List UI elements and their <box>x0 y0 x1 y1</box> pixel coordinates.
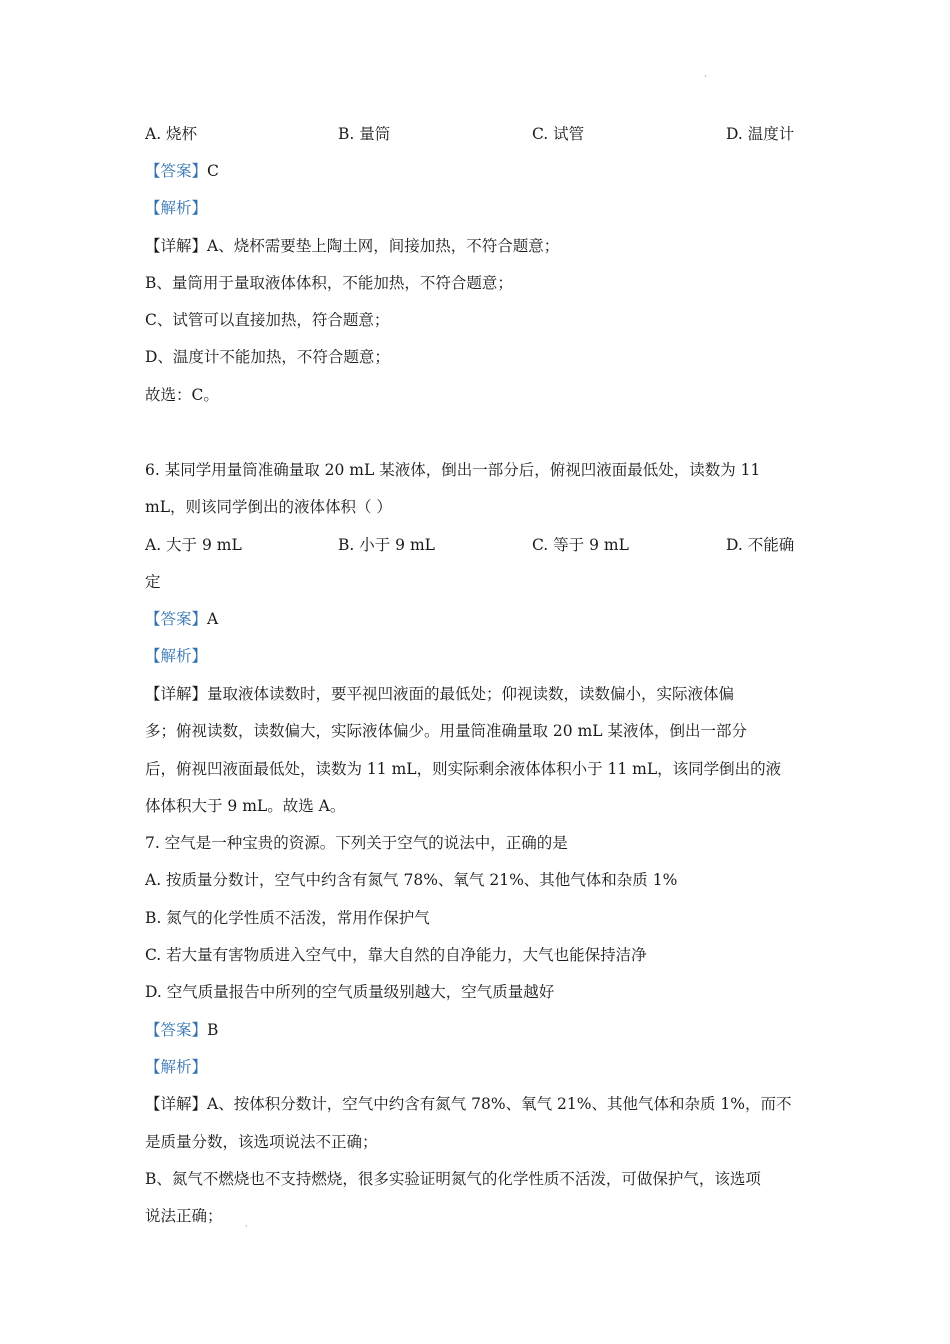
q6-detail-line-1 <box>145 684 734 704</box>
q7-stem: 7. 空气是一种宝贵的资源。下列关于空气的说法中，正确的是 <box>145 834 568 852</box>
q6-detail-line-3: 后，俯视凹液面最低处，读数为 11 mL，则实际剩余液体体积小于 11 mL，该同学倒出的液 <box>145 760 782 778</box>
detail-text: A、按体积分数计，空气中约含有氮气 78%、氧气 21%、其他气体和杂质 1%，而不 <box>207 1095 792 1113</box>
q7-option-a: A. 按质量分数计，空气中约含有氮气 78%、氧气 21%、其他气体和杂质 1% <box>145 871 678 889</box>
q5-option-a: A. 烧杯 <box>145 125 198 143</box>
q5-detail-line-3: C、试管可以直接加热，符合题意； <box>145 311 390 329</box>
answer-value: A <box>207 610 219 628</box>
q6-detail-line-4: 体体积大于 9 mL。故选 A。 <box>145 797 346 815</box>
detail-tag: 【详解】 <box>145 1095 208 1113</box>
q5-detail-line-2: B、量筒用于量取液体体积，不能加热，不符合题意； <box>145 274 513 292</box>
page-mark-bottom: · <box>245 1222 248 1231</box>
detail-tag: 【详解】 <box>145 685 208 703</box>
detail-tag: 【详解】 <box>145 237 208 255</box>
answer-tag: 【答案】 <box>145 1021 208 1039</box>
q5-option-c: C. 试管 <box>532 125 585 143</box>
q6-analysis-tag: 【解析】 <box>145 647 208 665</box>
q7-option-c: C. 若大量有害物质进入空气中，靠大自然的自净能力，大气也能保持洁净 <box>145 946 647 964</box>
answer-value: C <box>207 162 219 180</box>
q6-stem-line-1: 6. 某同学用量筒准确量取 20 mL 某液体，倒出一部分后，俯视凹液面最低处，读数为 11 <box>145 461 761 479</box>
q7-option-d: D. 空气质量报告中所列的空气质量级别越大，空气质量越好 <box>145 983 555 1001</box>
q7-analysis-tag: 【解析】 <box>145 1058 208 1076</box>
q5-option-b: B. 量筒 <box>338 125 391 143</box>
q5-detail-line-4: D、温度计不能加热，不符合题意； <box>145 348 390 366</box>
page-mark-top: · <box>704 72 707 81</box>
q7-detail-line-3: B、氮气不燃烧也不支持燃烧，很多实验证明氮气的化学性质不活泼，可做保护气，该选项 <box>145 1170 761 1188</box>
detail-text: 量取液体读数时，要平视凹液面的最低处；仰视读数，读数偏小，实际液体偏 <box>207 685 735 703</box>
q6-answer <box>145 609 218 629</box>
q6-detail-line-2: 多；俯视读数，读数偏大，实际液体偏少。用量筒准确量取 20 mL 某液体，倒出一部分 <box>145 722 747 740</box>
q6-option-wrap: 定 <box>145 573 161 591</box>
detail-text: A、烧杯需要垫上陶土网，间接加热，不符合题意； <box>207 237 560 255</box>
answer-tag: 【答案】 <box>145 162 208 180</box>
answer-value: B <box>207 1021 219 1039</box>
q5-analysis-tag: 【解析】 <box>145 199 208 217</box>
q7-detail-line-1 <box>145 1094 792 1114</box>
q5-detail-line-1 <box>145 236 559 256</box>
q6-stem-line-2: mL，则该同学倒出的液体体积（ ） <box>145 498 392 516</box>
q7-answer <box>145 1020 218 1040</box>
q7-option-b: B. 氮气的化学性质不活泼，常用作保护气 <box>145 909 430 927</box>
q6-option-a: A. 大于 9 mL <box>145 536 242 554</box>
q7-detail-line-4: 说法正确； <box>145 1207 223 1225</box>
answer-tag: 【答案】 <box>145 610 208 628</box>
q5-option-d: D. 温度计 <box>726 125 795 143</box>
q6-option-b: B. 小于 9 mL <box>338 536 435 554</box>
q6-option-c: C. 等于 9 mL <box>532 536 629 554</box>
q5-answer <box>145 161 219 181</box>
q5-detail-line-5: 故选：C。 <box>145 386 219 404</box>
q6-option-d: D. 不能确 <box>726 536 795 554</box>
q7-detail-line-2: 是质量分数，该选项说法不正确； <box>145 1133 378 1151</box>
